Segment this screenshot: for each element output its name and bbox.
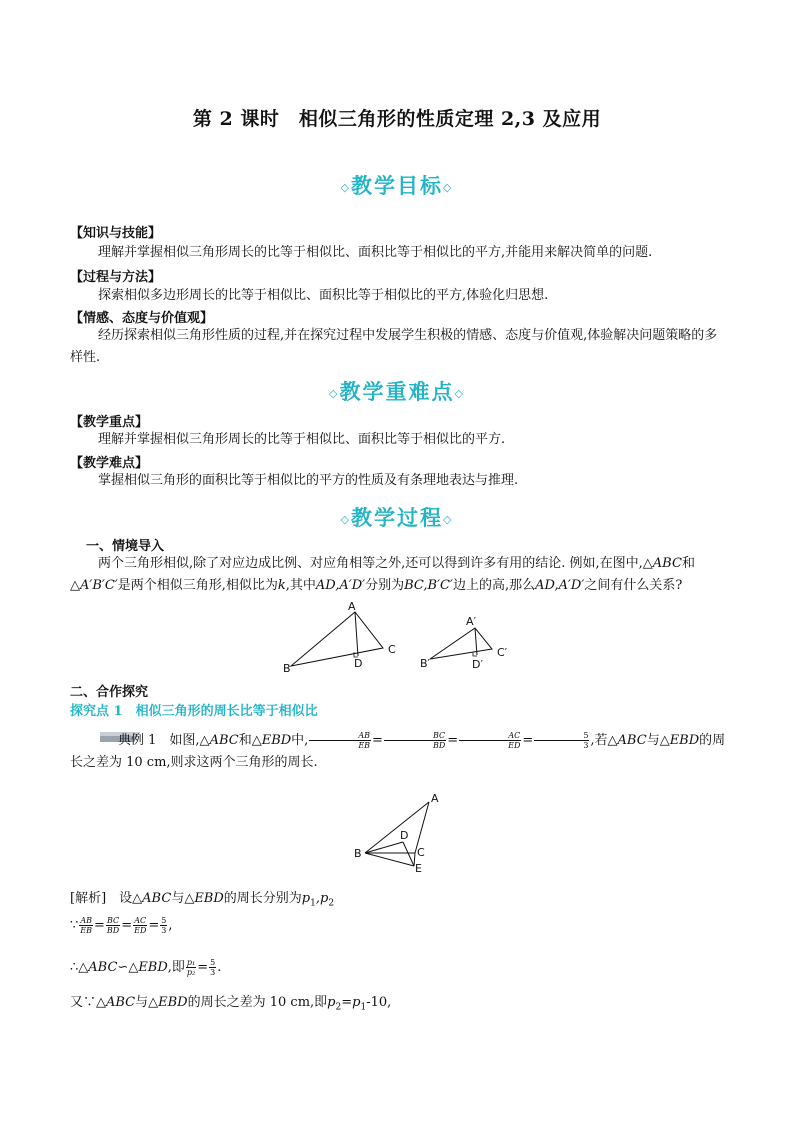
label-b-prime: B′ [420,657,431,670]
fraction: $\frac{AC}{ED}$ [134,916,147,935]
focus-text: 理解并掌握相似三角形周长的比等于相似比、面积比等于相似比的平方. [98,432,506,447]
analysis-line-2: ∵ $\frac{AB}{EB}$ = $\frac{BC}{BD}$ = $\frac{AC}{ED}$ = $\frac{5}{3}$ , [70,916,173,935]
label-a: A [431,792,439,805]
label-a-prime: A′ [466,615,477,628]
example-label: 典例 1 [118,733,157,748]
analysis-label: [解析] [70,891,107,906]
label-c: C [388,643,396,656]
diamond-icon: ◇ [443,513,454,526]
label-b: B [283,662,291,675]
section-title: 教学重难点 [339,379,455,404]
part2-heading: 二、合作探究 [70,685,149,700]
difficulty-label: 【教学难点】 [70,456,149,471]
fraction: $\frac{BC}{BD}$ [384,731,446,750]
label-d: D [400,829,409,842]
explore-point-heading: 探究点 1 相似三角形的周长比等于相似比 [70,704,318,719]
page-title: 第 2 课时 相似三角形的性质定理 2,3 及应用 [192,108,602,130]
fraction: $\frac{5}{3}$ [210,958,216,977]
label-c: C [417,846,425,859]
section-heading-goals [0,170,794,200]
fraction: $\frac{5}{3}$ [534,731,589,750]
focus-label: 【教学重点】 [70,415,149,430]
emotion-text: 经历探索相似三角形性质的过程,并在探究过程中发展学生积极的情感、态度与价值观,体验解决问题策略的多样性. [70,328,718,365]
label-b: B [354,847,362,860]
triangle-a-prime [420,615,508,671]
diamond-icon: ◇ [340,513,351,526]
fraction: $\frac{BC}{BD}$ [106,916,120,935]
section-heading-key-points [0,376,794,406]
section-title: 教学过程 [351,505,443,530]
fraction: $\frac{AC}{ED}$ [459,731,521,750]
triangle-abc [283,600,396,675]
difficulty-text: 掌握相似三角形的面积比等于相似比的平方的性质及有条理地表达与推理. [98,473,519,488]
figure-similar-triangles [270,596,530,676]
intro-paragraph: 两个三角形相似,除了对应边成比例、对应角相等之外,还可以得到许多有用的结论. 例如,在图中,△ABC和△A′B′C′是两个相似三角形,相似比为k,其中AD,A′D′分别为BC,B′C′边上的高,那么AD,A′D′之间有什么关系? [70,556,695,593]
label-d: D [354,657,363,670]
figure-example-triangles [345,790,455,880]
analysis-line-4: 又∵△ABC与△EBD的周长之差为 10 cm,即$p_2=p_1-10$, [70,995,392,1013]
analysis-line-3: ∴△ABC∽△EBD,即 $\frac{\text{p₁}}{\text{p₂}}$ = $\frac{5}{3}$ . [70,958,222,977]
section-heading-process [0,502,794,532]
fraction: $\frac{5}{3}$ [161,916,167,935]
diamond-icon: ◇ [454,387,465,400]
process-method-label: 【过程与方法】 [70,270,162,285]
fraction: $\frac{AB}{EB}$ [309,731,371,750]
part1-heading: 一、情境导入 [86,539,165,554]
label-c-prime: C′ [497,646,508,659]
emotion-label: 【情感、态度与价值观】 [70,311,214,326]
diamond-icon: ◇ [329,387,340,400]
label-d-prime: D′ [472,658,483,671]
label-e: E [415,862,422,875]
label-a: A [348,600,356,613]
diamond-icon: ◇ [340,181,351,194]
example-text: 典例 1 如图,△ABC和△EBD中, $\frac{AB}{EB}$ = $\frac{BC}{BD}$ = $\frac{AC}{ED}$ = $\frac{5}{3}$ ,若△ABC与△EBD的周长之差为 10 cm,则求这两个三角形的周长. [70,731,726,770]
fraction: $\frac{AB}{EB}$ [80,916,92,935]
analysis-line-1: [解析] 设△ABC与△EBD的周长分别为$p_1,p_2$ [70,891,335,909]
fraction: $\frac{\text{p₁}}{\text{p₂}}$ [186,958,196,977]
diamond-icon: ◇ [443,181,454,194]
section-title: 教学目标 [351,173,443,198]
process-method-text: 探索相似多边形周长的比等于相似比、面积比等于相似比的平方,体验化归思想. [98,288,549,303]
knowledge-label: 【知识与技能】 [70,226,162,241]
knowledge-text: 理解并掌握相似三角形周长的比等于相似比、面积比等于相似比的平方,并能用来解决简单的问题. [98,245,653,260]
